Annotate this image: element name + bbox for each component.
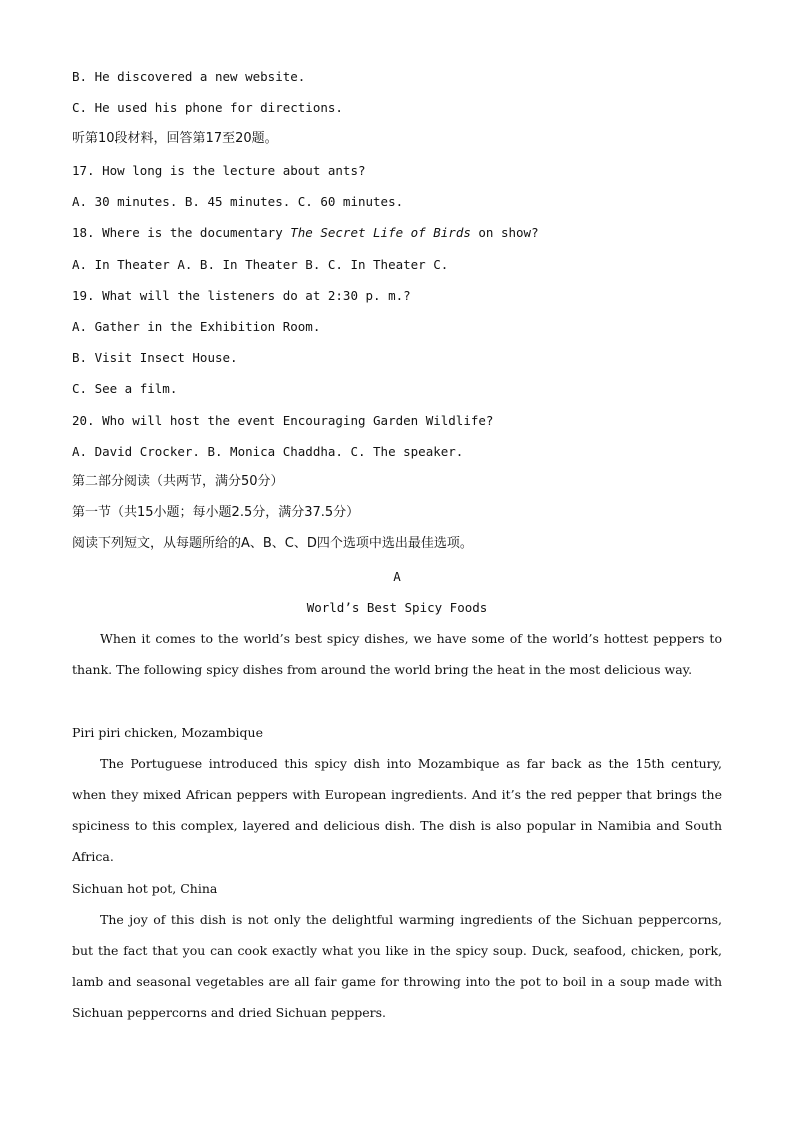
- reading-instruction: 阅读下列短文，从每题所给的A、B、C、D四个选项中选出最佳选项。: [72, 536, 473, 551]
- passage-letter: A: [393, 569, 401, 584]
- question-19: 19. What will the listeners do at 2:30 p. m.?: [72, 288, 411, 303]
- dish-1-paragraph: The Portuguese introduced this spicy dish into Mozambique as far back as the 15th century, when they mixed African peppers with European ingredients. And it’s the red pepper that brings the spiciness to this complex, layered and delicious dish. The dish is also popular in Namibia and South Africa.: [72, 756, 722, 864]
- question-19-option-b: B. Visit Insect House.: [72, 350, 238, 365]
- question-19-option-a: A. Gather in the Exhibition Room.: [72, 319, 321, 334]
- question-19-option-c: C. See a film.: [72, 381, 178, 396]
- question-20: 20. Who will host the event Encouraging Garden Wildlife?: [72, 413, 494, 428]
- question-18-options: A. In Theater A. B. In Theater B. C. In Theater C.: [72, 257, 449, 272]
- question-17: 17. How long is the lecture about ants?: [72, 163, 366, 178]
- question-18-suffix: on show?: [470, 225, 539, 240]
- q16-option-c: C. He used his phone for directions.: [72, 100, 343, 115]
- passage-title: World’s Best Spicy Foods: [306, 600, 488, 615]
- question-18: [72, 225, 539, 241]
- documentary-title: The Secret Life of Birds: [290, 225, 471, 240]
- question-18-prefix: 18. Where is the documentary: [72, 225, 291, 240]
- section-10-instruction: 听第10段材料，回答第17至20题。: [72, 131, 278, 146]
- reading-section-title: 第一节（共15小题；每小题2.5分，满分37.5分）: [72, 505, 360, 520]
- question-20-options: A. David Crocker. B. Monica Chaddha. C. The speaker.: [72, 444, 464, 459]
- q16-option-b: B. He discovered a new website.: [72, 69, 306, 84]
- passage-intro: When it comes to the world’s best spicy dishes, we have some of the world’s hottest peppers to thank. The following spicy dishes from around the world bring the heat in the most delicious way.: [72, 631, 722, 677]
- reading-part-title: 第二部分阅读（共两节，满分50分）: [72, 474, 284, 489]
- dish-2-name: Sichuan hot pot, China: [72, 881, 218, 896]
- dish-1-name: Piri piri chicken, Mozambique: [72, 725, 263, 740]
- dish-2-paragraph: The joy of this dish is not only the delightful warming ingredients of the Sichuan peppercorns, but the fact that you can cook exactly what you like in the spicy soup. Duck, seafood, chicken, pork, lamb and seasonal vegetables are all fair game for throwing into the pot to boil in a soup made with Sichuan peppercorns and dried Sichuan peppers.: [72, 912, 722, 1020]
- question-17-options: A. 30 minutes. B. 45 minutes. C. 60 minutes.: [72, 194, 404, 209]
